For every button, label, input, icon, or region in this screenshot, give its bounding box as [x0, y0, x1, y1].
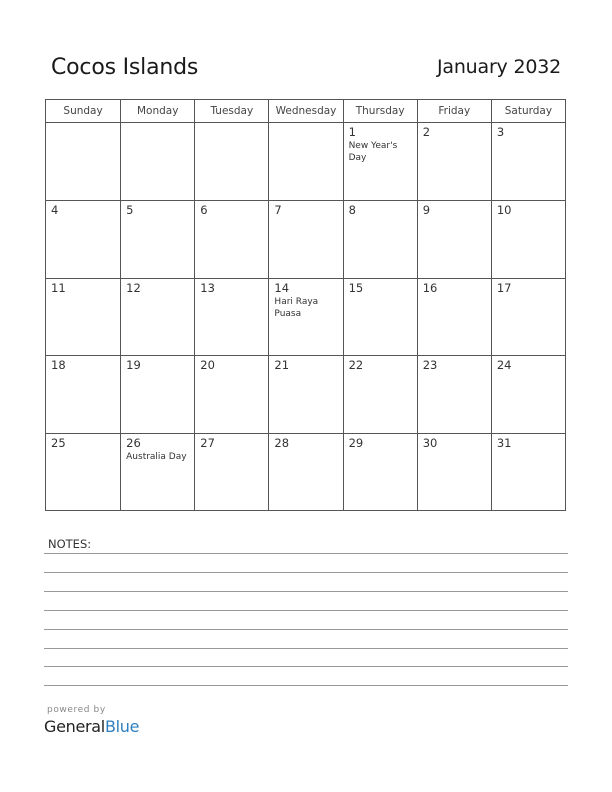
day-cell	[417, 200, 491, 277]
weekday-header-wednesday: Wednesday	[268, 100, 342, 123]
day-cell	[417, 355, 491, 432]
day-number: 5	[126, 203, 134, 218]
day-cell	[46, 200, 120, 277]
day-number: 24	[496, 358, 512, 373]
day-cell	[120, 433, 194, 510]
weekday-header-sunday: Sunday	[46, 100, 120, 123]
day-cell	[194, 278, 268, 355]
day-cell	[46, 355, 120, 432]
day-cell	[194, 123, 268, 200]
weekday-header-friday: Friday	[417, 100, 491, 123]
day-cell	[491, 355, 565, 432]
day-cell	[46, 278, 120, 355]
note-line	[44, 629, 568, 630]
day-number: 17	[496, 280, 512, 295]
day-cell	[268, 200, 342, 277]
note-line	[44, 648, 568, 649]
note-line	[44, 572, 568, 573]
note-line	[44, 553, 568, 554]
weekday-header-monday: Monday	[120, 100, 194, 123]
day-cell	[120, 278, 194, 355]
day-number: 7	[274, 203, 282, 218]
day-number: 4	[51, 203, 59, 218]
day-cell	[491, 123, 565, 200]
day-cell	[120, 200, 194, 277]
day-number: 21	[274, 358, 290, 373]
day-cell	[120, 355, 194, 432]
day-cell	[417, 278, 491, 355]
day-cell	[343, 278, 417, 355]
day-number: 11	[51, 280, 66, 295]
day-cell	[268, 278, 342, 355]
powered-by-text: powered by	[47, 705, 106, 715]
day-cell	[491, 278, 565, 355]
day-cell	[343, 200, 417, 277]
note-line	[44, 685, 568, 686]
day-number: 13	[200, 280, 215, 295]
day-cell	[417, 123, 491, 200]
day-number: 30	[422, 435, 438, 450]
note-line	[44, 666, 568, 667]
day-number: 3	[496, 125, 505, 139]
notes-label: NOTES:	[48, 537, 92, 551]
note-line	[44, 591, 568, 592]
day-number: 20	[200, 358, 215, 373]
region-title: Cocos Islands	[51, 55, 199, 80]
day-cell	[194, 355, 268, 432]
day-cell	[343, 123, 417, 200]
day-number: 9	[422, 203, 431, 218]
day-cell	[417, 433, 491, 510]
day-number: 31	[496, 435, 512, 450]
day-number: 14	[274, 280, 290, 295]
day-number: 27	[200, 435, 215, 450]
generalblue-logo	[44, 717, 139, 736]
day-cell	[268, 433, 342, 510]
day-cell	[343, 433, 417, 510]
note-line	[44, 610, 568, 611]
day-cell	[46, 433, 120, 510]
calendar-grid	[45, 99, 566, 511]
brand-name-general: General	[44, 717, 105, 736]
day-cell	[194, 200, 268, 277]
weekday-header-thursday: Thursday	[343, 100, 417, 123]
month-year-title: January 2032	[436, 56, 561, 78]
day-cell	[268, 123, 342, 200]
day-number: 18	[51, 358, 66, 373]
holiday-label: Hari Raya Puasa	[274, 296, 319, 319]
day-number: 8	[348, 203, 356, 218]
day-number: 6	[200, 203, 208, 218]
day-number: 16	[422, 280, 438, 295]
day-number: 28	[274, 435, 290, 450]
day-number: 15	[348, 280, 364, 295]
day-cell	[46, 123, 120, 200]
holiday-label: New Year's Day	[348, 141, 398, 163]
day-cell	[194, 433, 268, 510]
day-number: 26	[126, 435, 141, 450]
day-cell	[491, 200, 565, 277]
day-cell	[343, 355, 417, 432]
day-number: 29	[348, 435, 364, 450]
day-number: 10	[496, 203, 512, 218]
day-cell	[491, 433, 565, 510]
day-number: 1	[348, 125, 356, 139]
day-number: 23	[422, 358, 438, 373]
day-cell	[120, 123, 194, 200]
day-number: 25	[51, 435, 66, 450]
day-cell	[268, 355, 342, 432]
brand-name-blue: Blue	[104, 717, 140, 736]
weekday-header-tuesday: Tuesday	[194, 100, 268, 123]
day-number: 2	[422, 125, 431, 139]
day-number: 22	[348, 358, 364, 373]
day-number: 19	[126, 358, 141, 373]
holiday-label: Australia Day	[126, 451, 187, 462]
weekday-header-saturday: Saturday	[491, 100, 565, 123]
day-number: 12	[126, 280, 141, 295]
